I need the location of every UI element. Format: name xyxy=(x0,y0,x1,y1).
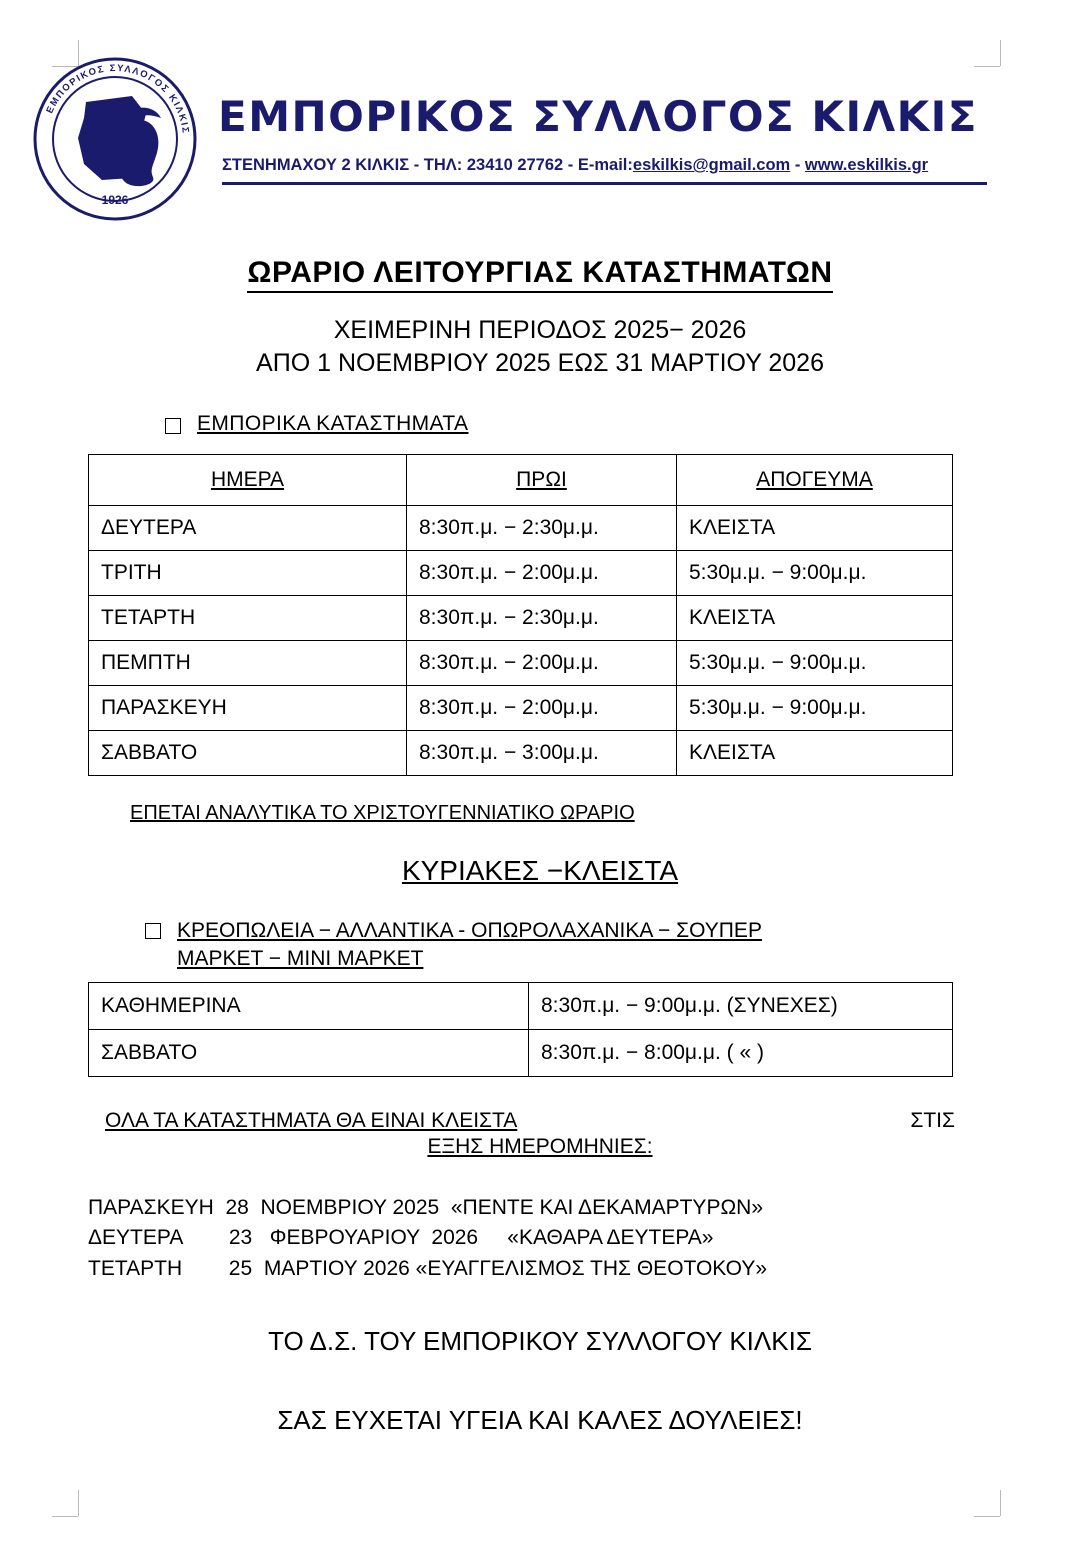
document-header xyxy=(0,40,1080,220)
cell-day: ΤΡΙΤΗ xyxy=(89,551,407,596)
cell-morning: 8:30π.μ. − 3:00μ.μ. xyxy=(407,731,677,776)
period-range: ΑΠΟ 1 ΝΟΕΜΒΡΙΟΥ 2025 ΕΩΣ 31 ΜΑΡΤΙΟΥ 2026 xyxy=(256,349,824,377)
cell-hours: 8:30π.μ. − 9:00μ.μ. (ΣΥΝΕΧΕΣ) xyxy=(529,982,953,1029)
column-header-afternoon: ΑΠΟΓΕΥΜΑ xyxy=(677,455,953,506)
table-row xyxy=(89,596,953,641)
cell-period: ΣΑΒΒΑΤΟ xyxy=(89,1029,529,1076)
christmas-schedule-note: ΕΠΕΤΑΙ ΑΝΑΛΥΤΙΚΑ ΤΟ ΧΡΙΣΤΟΥΓΕΝΝΙΑΤΙΚΟ ΩΡΑΡΙΟ xyxy=(130,802,635,824)
association-title: ΕΜΠΟΡΙΚΟΣ ΣΥΛΛΟΓΟΣ ΚΙΛΚΙΣ xyxy=(218,92,978,141)
association-contact xyxy=(222,156,928,175)
svg-text:1926: 1926 xyxy=(101,193,129,207)
cell-afternoon: ΚΛΕΙΣΤΑ xyxy=(677,731,953,776)
page-title xyxy=(0,256,1080,290)
table-row xyxy=(89,506,953,551)
contact-address-phone: ΣΤΕΝΗΜΑΧΟΥ 2 ΚΙΛΚΙΣ - ΤΗΛ: 23410 27762 - E-mail: xyxy=(222,156,633,174)
svg-text:ΕΜΠΟΡΙΚΟΣ ΣΥΛΛΟΓΟΣ ΚΙΛΚΙΣ: ΕΜΠΟΡΙΚΟΣ ΣΥΛΛΟΓΟΣ ΚΙΛΚΙΣ xyxy=(44,62,191,136)
table-row xyxy=(89,731,953,776)
table-row xyxy=(89,1029,953,1076)
cell-day: ΔΕΥΤΕΡΑ xyxy=(89,506,407,551)
closed-dates-heading xyxy=(105,1109,965,1133)
section-heading-retail-label: ΕΜΠΟΡΙΚΑ ΚΑΤΑΣΤΗΜΑΤΑ xyxy=(197,412,469,435)
retail-schedule-table xyxy=(88,454,953,776)
cell-day: ΠΕΜΠΤΗ xyxy=(89,641,407,686)
section-heading-food xyxy=(145,917,945,974)
period-subtitle: ΧΕΙΜΕΡΙΝΗ ΠΕΡΙΟΔΟΣ 2025− 2026 xyxy=(333,316,747,344)
header-divider xyxy=(222,182,987,185)
table-row xyxy=(89,551,953,596)
page-title-text: ΩΡΑΡΙΟ ΛΕΙΤΟΥΡΓΙΑΣ ΚΑΤΑΣΤΗΜΑΤΩΝ xyxy=(247,256,832,293)
cell-morning: 8:30π.μ. − 2:30μ.μ. xyxy=(407,596,677,641)
email-link[interactable]: eskilkis@gmail.com xyxy=(632,156,791,174)
list-item: ΤΕΤΑΡΤΗ 25 ΜΑΡΤΙΟΥ 2026 «ΕΥΑΓΓΕΛΙΣΜΟΣ ΤΗΣ ΘΕΟΤΟΚΟΥ» xyxy=(88,1256,768,1280)
footer-board-line: ΤΟ Δ.Σ. ΤΟΥ ΕΜΠΟΡΙΚΟΥ ΣΥΛΛΟΓΟΥ ΚΙΛΚΙΣ xyxy=(268,1326,812,1356)
table-row xyxy=(89,686,953,731)
food-heading-line-1: ΚΡΕΟΠΩΛΕΙΑ − ΑΛΛΑΝΤΙΚΑ - ΟΠΩΡΟΛΑΧΑΝΙΚΑ − ΣΟΥΠΕΡ xyxy=(177,919,762,942)
crop-mark xyxy=(52,1516,78,1517)
cell-day: ΣΑΒΒΑΤΟ xyxy=(89,731,407,776)
cell-afternoon: 5:30μ.μ. − 9:00μ.μ. xyxy=(677,686,953,731)
closed-dates-heading-right: ΣΤΙΣ xyxy=(910,1108,955,1132)
crop-mark xyxy=(1000,1490,1001,1516)
contact-separator: - xyxy=(790,156,805,174)
cell-afternoon: ΚΛΕΙΣΤΑ xyxy=(677,596,953,641)
cell-hours: 8:30π.μ. − 8:00μ.μ. ( « ) xyxy=(529,1029,953,1076)
cell-day: ΠΑΡΑΣΚΕΥΗ xyxy=(89,686,407,731)
column-header-day: ΗΜΕΡΑ xyxy=(89,455,407,506)
column-header-morning: ΠΡΩΙ xyxy=(407,455,677,506)
section-heading-retail xyxy=(165,412,1080,436)
footer-wishes-line: ΣΑΣ ΕΥΧΕΤΑΙ ΥΓΕΙΑ ΚΑΙ ΚΑΛΕΣ ΔΟΥΛΕΙΕΣ! xyxy=(277,1405,803,1435)
cell-afternoon: 5:30μ.μ. − 9:00μ.μ. xyxy=(677,551,953,596)
cell-afternoon: 5:30μ.μ. − 9:00μ.μ. xyxy=(677,641,953,686)
list-item: ΠΑΡΑΣΚΕΥΗ 28 ΝΟΕΜΒΡΙΟΥ 2025 «ΠΕΝΤΕ ΚΑΙ ΔΕΚΑΜΑΡΤΥΡΩΝ» xyxy=(88,1195,763,1219)
association-logo xyxy=(28,52,203,227)
table-header-row xyxy=(89,455,953,506)
section-heading-food-label xyxy=(177,917,762,974)
cell-morning: 8:30π.μ. − 2:00μ.μ. xyxy=(407,551,677,596)
cell-morning: 8:30π.μ. − 2:00μ.μ. xyxy=(407,641,677,686)
table-row xyxy=(89,982,953,1029)
list-item: ΔΕΥΤΕΡΑ 23 ΦΕΒΡΟΥΑΡΙΟΥ 2026 «ΚΑΘΑΡΑ ΔΕΥΤΕΡΑ» xyxy=(88,1226,714,1250)
table-row xyxy=(89,641,953,686)
crop-mark xyxy=(78,1490,79,1516)
crop-mark xyxy=(974,1516,1000,1517)
sunday-closed-note: ΚΥΡΙΑΚΕΣ −ΚΛΕΙΣΤΑ xyxy=(401,855,679,886)
square-bullet-icon xyxy=(165,418,181,434)
cell-day: ΤΕΤΑΡΤΗ xyxy=(89,596,407,641)
food-schedule-table xyxy=(88,982,953,1077)
cell-morning: 8:30π.μ. − 2:30μ.μ. xyxy=(407,506,677,551)
cell-afternoon: ΚΛΕΙΣΤΑ xyxy=(677,506,953,551)
square-bullet-icon xyxy=(145,923,161,939)
food-heading-line-2: ΜΑΡΚΕΤ − ΜΙΝΙ ΜΑΡΚΕΤ xyxy=(177,947,424,971)
cell-morning: 8:30π.μ. − 2:00μ.μ. xyxy=(407,686,677,731)
closed-dates-heading-left: ΟΛΑ ΤΑ ΚΑΤΑΣΤΗΜΑΤΑ ΘΑ ΕΙΝΑΙ ΚΛΕΙΣΤΑ xyxy=(105,1108,518,1132)
closed-dates-subheading: ΕΞΗΣ ΗΜΕΡΟΜΗΝΙΕΣ: xyxy=(427,1134,653,1158)
closed-dates-list xyxy=(88,1193,1080,1284)
cell-period: ΚΑΘΗΜΕΡΙΝΑ xyxy=(89,982,529,1029)
website-link[interactable]: www.eskilkis.gr xyxy=(804,156,929,174)
